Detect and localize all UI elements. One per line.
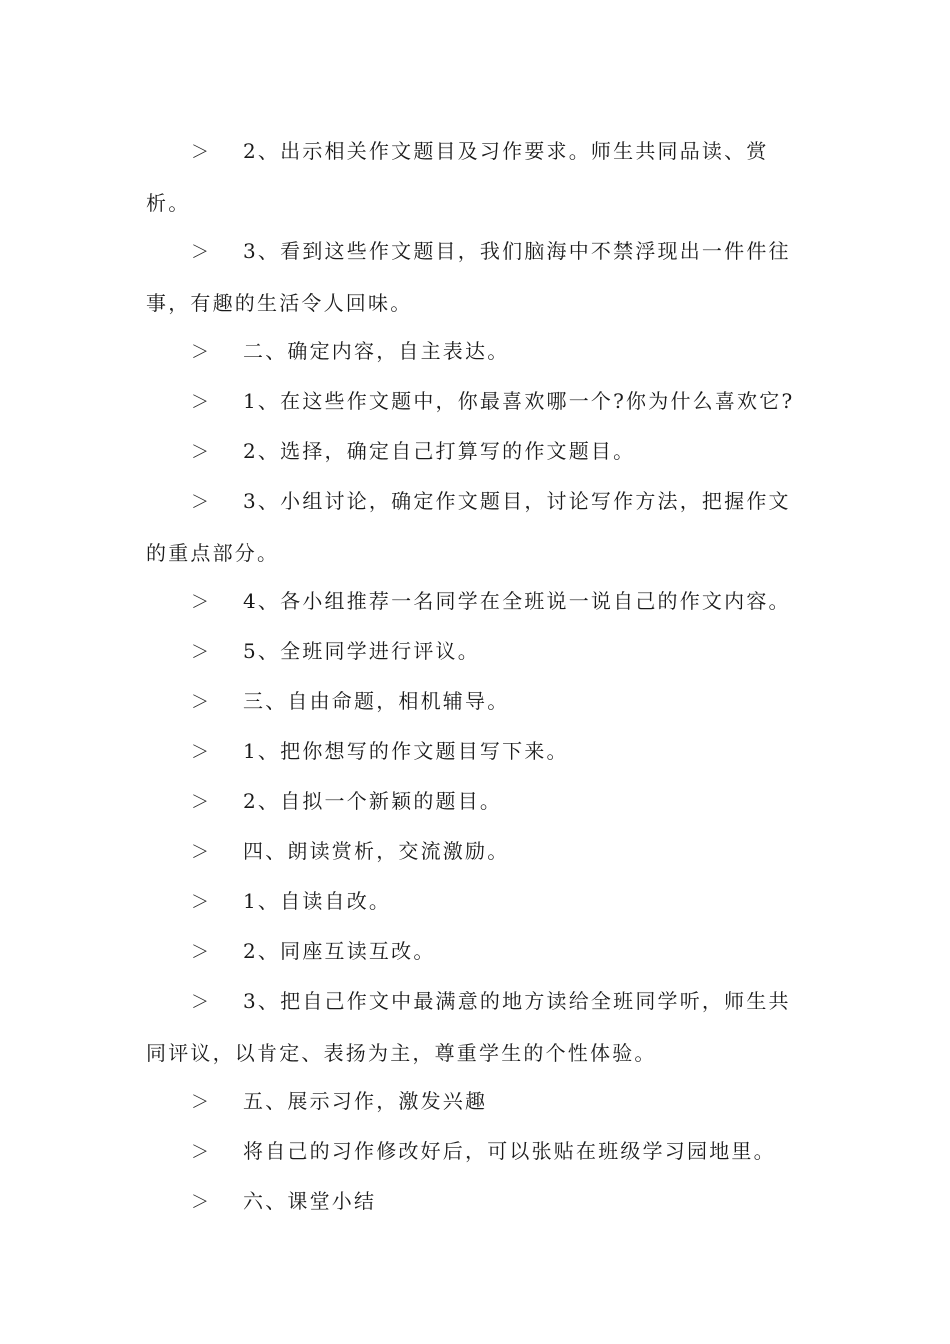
paragraph-text: 5、全班同学进行评议。	[243, 639, 480, 663]
paragraph-text: 4、各小组推荐一名同学在全班说一说自己的作文内容。	[243, 589, 791, 613]
section-heading: 五、展示习作，激发兴趣	[243, 1089, 488, 1113]
arrow-marker-icon: ＞	[191, 142, 212, 163]
paragraph-text: 2、选择，确定自己打算写的作文题目。	[243, 439, 636, 463]
paragraph-16	[146, 1076, 810, 1128]
paragraph-8	[146, 626, 810, 678]
paragraph-4	[146, 376, 810, 428]
paragraph-11	[146, 776, 810, 828]
arrow-marker-icon: ＞	[191, 692, 212, 713]
arrow-marker-icon: ＞	[191, 1192, 212, 1213]
paragraph-text: 3、把自己作文中最满意的地方读给全班同学听，师生共同评议，以肯定、表扬为主，尊重学生的个性体验。	[146, 989, 791, 1065]
paragraph-7	[146, 576, 810, 628]
section-heading: 六、课堂小结	[243, 1189, 377, 1213]
paragraph-6	[146, 476, 810, 578]
paragraph-14	[146, 926, 810, 978]
paragraph-text: 3、小组讨论，确定作文题目，讨论写作方法，把握作文的重点部分。	[146, 489, 791, 565]
arrow-marker-icon: ＞	[191, 642, 212, 663]
paragraph-text: 2、自拟一个新颖的题目。	[243, 789, 503, 813]
paragraph-text: 1、把你想写的作文题目写下来。	[243, 739, 569, 763]
arrow-marker-icon: ＞	[191, 1142, 212, 1163]
paragraph-1	[146, 126, 810, 228]
paragraph-text: 2、同座互读互改。	[243, 939, 436, 963]
section-heading: 三、自由命题，相机辅导。	[243, 689, 510, 713]
paragraph-12	[146, 826, 810, 878]
arrow-marker-icon: ＞	[191, 492, 212, 513]
arrow-marker-icon: ＞	[191, 242, 212, 263]
arrow-marker-icon: ＞	[191, 742, 212, 763]
section-heading: 四、朗读赏析，交流激励。	[243, 839, 510, 863]
paragraph-text: 将自己的习作修改好后，可以张贴在班级学习园地里。	[243, 1139, 776, 1163]
paragraph-2	[146, 226, 810, 328]
arrow-marker-icon: ＞	[191, 342, 212, 363]
arrow-marker-icon: ＞	[191, 442, 212, 463]
paragraph-text: 1、在这些作文题中，你最喜欢哪一个?你为什么喜欢它?	[243, 389, 795, 413]
paragraph-text: 3、看到这些作文题目，我们脑海中不禁浮现出一件件往事，有趣的生活令人回味。	[146, 239, 791, 315]
arrow-marker-icon: ＞	[191, 842, 212, 863]
paragraph-18	[146, 1176, 810, 1228]
paragraph-9	[146, 676, 810, 728]
paragraph-13	[146, 876, 810, 928]
arrow-marker-icon: ＞	[191, 892, 212, 913]
arrow-marker-icon: ＞	[191, 992, 212, 1013]
paragraph-5	[146, 426, 810, 478]
paragraph-3	[146, 326, 810, 378]
section-heading: 二、确定内容，自主表达。	[243, 339, 510, 363]
arrow-marker-icon: ＞	[191, 392, 212, 413]
arrow-marker-icon: ＞	[191, 592, 212, 613]
paragraph-17	[146, 1126, 810, 1178]
paragraph-text: 2、出示相关作文题目及习作要求。师生共同品读、赏析。	[146, 139, 769, 215]
arrow-marker-icon: ＞	[191, 1092, 212, 1113]
arrow-marker-icon: ＞	[191, 942, 212, 963]
paragraph-15	[146, 976, 810, 1078]
paragraph-text: 1、自读自改。	[243, 889, 392, 913]
paragraph-10	[146, 726, 810, 778]
arrow-marker-icon: ＞	[191, 792, 212, 813]
